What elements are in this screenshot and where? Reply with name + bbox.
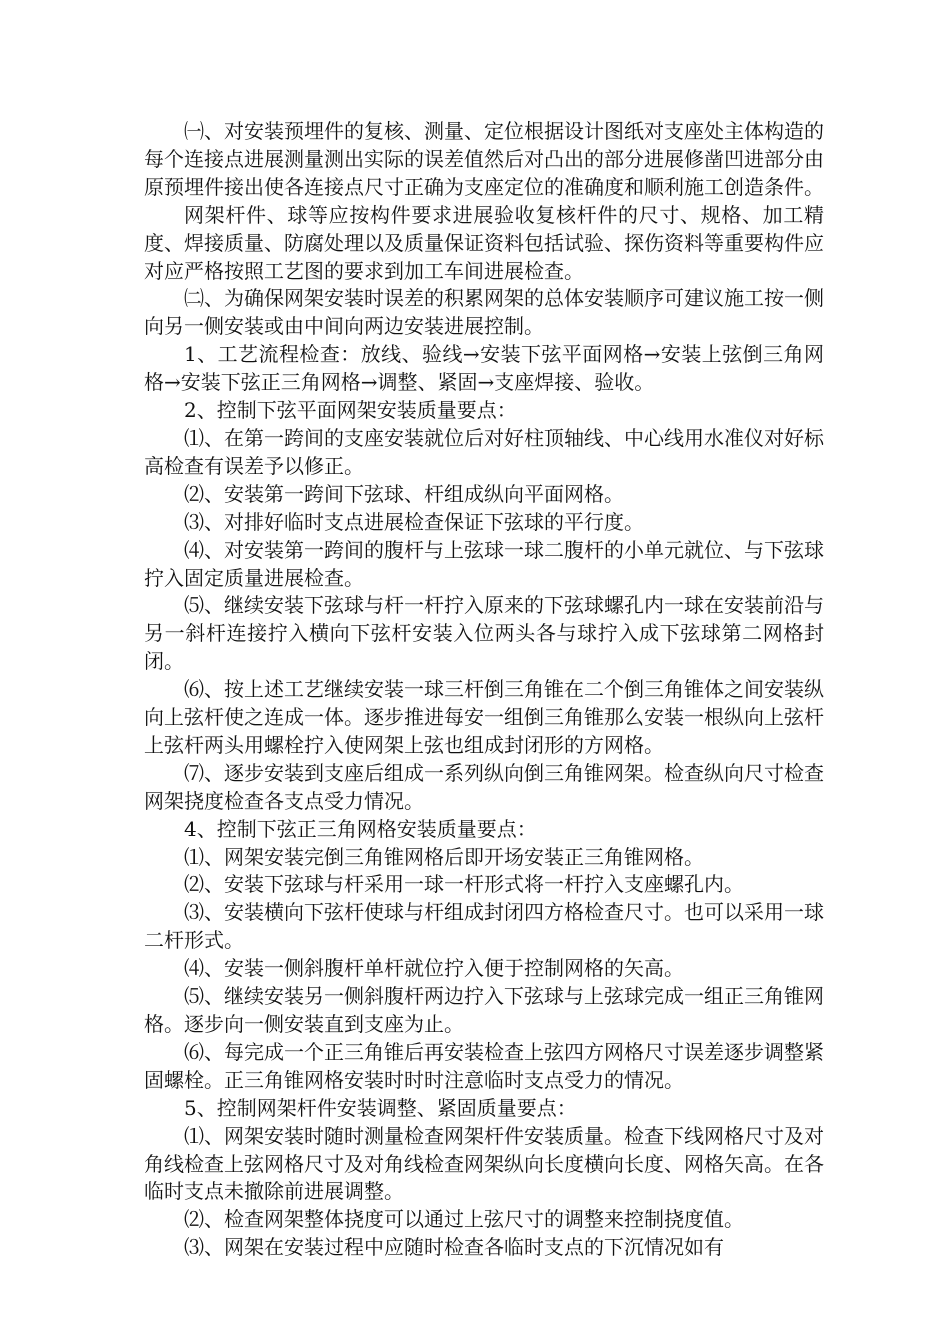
paragraph-22: ⑵、检查网架整体挠度可以通过上弦尺寸的调整来控制挠度值。	[184, 1207, 744, 1232]
paragraph-2: 网架杆件、球等应按构件要求进展验收复核杆件的尺寸、规格、加工精度、焊接质量、防腐处理以及质量保证资料包括试验、探伤资料等重要构件应对应严格按照工艺图的要求到加工车间进展检查。	[144, 202, 824, 283]
paragraph-9: ⑷、对安装第一跨间的腹杆与上弦球一球二腹杆的小单元就位、与下弦球拧入固定质量进展检查。	[144, 537, 824, 590]
paragraph-13: 4、控制下弦正三角网格安装质量要点：	[184, 816, 537, 841]
paragraph-21: ⑴、网架安装时随时测量检查网架杆件安装质量。检查下线网格尺寸及对角线检查上弦网格尺寸及对角线检查网架纵向长度横向长度、网格矢高。在各临时支点未撤除前进展调整。	[144, 1123, 824, 1204]
paragraph-17: ⑷、安装一侧斜腹杆单杆就位拧入便于控制网格的矢高。	[184, 956, 684, 981]
paragraph-11: ⑹、按上述工艺继续安装一球三杆倒三角锥在二个倒三角锥体之间安装纵向上弦杆使之连成一体。逐步推进每安一组倒三角锥那么安装一根纵向上弦杆上弦杆两头用螺栓拧入使网架上弦也组成封闭形的方网格。	[144, 677, 824, 757]
paragraph-16: ⑶、安装横向下弦杆使球与杆组成封闭四方格检查尺寸。也可以采用一球二杆形式。	[144, 900, 824, 953]
paragraph-8: ⑶、对排好临时支点进展检查保证下弦球的平行度。	[184, 509, 644, 534]
paragraph-1: ㈠、对安装预埋件的复核、测量、定位根据设计图纸对支座处主体构造的每个连接点进展测量测出实际的误差值然后对凸出的部分进展修凿凹进部分由原预埋件接出使各连接点尺寸正确为支座定位的准确度和顺利施工创造条件。	[144, 119, 824, 199]
document-body	[144, 118, 824, 1262]
paragraph-7: ⑵、安装第一跨间下弦球、杆组成纵向平面网格。	[184, 481, 624, 506]
paragraph-20: 5、控制网架杆件安装调整、紧固质量要点：	[184, 1095, 577, 1120]
paragraph-23: ⑶、网架在安装过程中应随时检查各临时支点的下沉情况如有	[184, 1235, 724, 1260]
paragraph-3: ㈡、为确保网架安装时误差的积累网架的总体安装顺序可建议施工按一侧向另一侧安装或由中间向两边安装进展控制。	[144, 286, 824, 339]
paragraph-4: 1、工艺流程检查：放线、验线→安装下弦平面网格→安装上弦倒三角网格→安装下弦正三角网格→调整、紧固→支座焊接、验收。	[144, 342, 824, 395]
paragraph-10: ⑸、继续安装下弦球与杆一杆拧入原来的下弦球螺孔内一球在安装前沿与另一斜杆连接拧入横向下弦杆安装入位两头各与球拧入成下弦球第二网格封闭。	[144, 593, 824, 674]
paragraph-15: ⑵、安装下弦球与杆采用一球一杆形式将一杆拧入支座螺孔内。	[184, 872, 744, 897]
paragraph-5: 2、控制下弦平面网架安装质量要点：	[184, 398, 517, 423]
paragraph-18: ⑸、继续安装另一侧斜腹杆两边拧入下弦球与上弦球完成一组正三角锥网格。逐步向一侧安装直到支座为止。	[144, 984, 824, 1036]
paragraph-6: ⑴、在第一跨间的支座安装就位后对好柱顶轴线、中心线用水准仪对好标高检查有误差予以修正。	[144, 425, 824, 478]
paragraph-19: ⑹、每完成一个正三角锥后再安装检查上弦四方网格尺寸误差逐步调整紧固螺栓。正三角锥网格安装时时时注意临时支点受力的情况。	[144, 1039, 824, 1092]
paragraph-12: ⑺、逐步安装到支座后组成一系列纵向倒三角锥网架。检查纵向尺寸检查网架挠度检查各支点受力情况。	[144, 760, 824, 813]
paragraph-14: ⑴、网架安装完倒三角锥网格后即开场安装正三角锥网格。	[184, 844, 704, 869]
